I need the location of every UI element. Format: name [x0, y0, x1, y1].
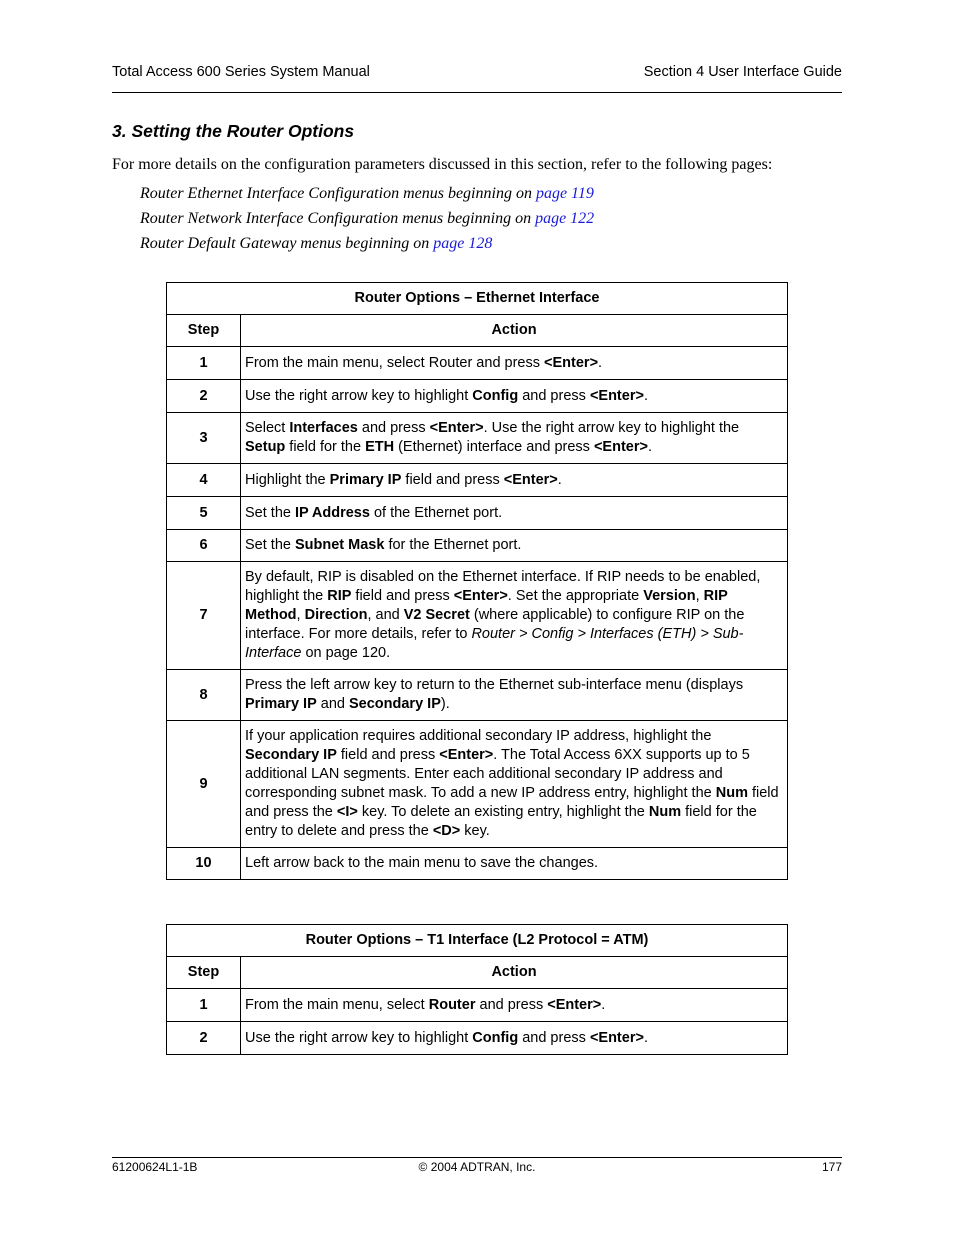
step-column-header: Step — [167, 315, 241, 347]
reference-link[interactable]: page 119 — [535, 185, 594, 202]
reference-line — [140, 210, 594, 228]
table-row — [167, 530, 788, 562]
table-row — [167, 670, 788, 721]
reference-line — [140, 235, 492, 253]
section-title: 3. Setting the Router Options — [112, 121, 355, 141]
step-action: From the main menu, select Router and press <Enter>. — [241, 989, 788, 1022]
table-row — [167, 497, 788, 530]
table-row — [167, 347, 788, 380]
table-title: Router Options – Ethernet Interface — [167, 283, 788, 315]
table-title-row — [167, 283, 788, 315]
header-rule — [112, 92, 842, 93]
step-number: 2 — [167, 380, 241, 413]
step-action: By default, RIP is disabled on the Ethernet interface. If RIP needs to be enabled, highlight the RIP field and press <Enter>. Set the appropriate Version, RIP Method, Direction, and V2 Secret (where applicable) to configure RIP on the interface. For more details, refer to Router > Config > Interfaces (ETH) > Sub-Interface on page 120. — [241, 562, 788, 670]
reference-text: Router Ethernet Interface Configuration menus beginning on — [140, 185, 536, 202]
footer-rule — [112, 1157, 842, 1158]
table-title: Router Options – T1 Interface (L2 Protocol = ATM) — [167, 925, 788, 957]
reference-line — [140, 185, 594, 203]
step-number: 3 — [167, 413, 241, 464]
table-row — [167, 464, 788, 497]
reference-link[interactable]: page 122 — [535, 210, 595, 227]
table-row — [167, 989, 788, 1022]
step-number: 4 — [167, 464, 241, 497]
t1-procedure-table — [166, 924, 788, 1055]
step-action: From the main menu, select Router and press <Enter>. — [241, 347, 788, 380]
footer-copyright: © 2004 ADTRAN, Inc. — [418, 1160, 536, 1174]
step-column-header: Step — [167, 957, 241, 989]
intro-paragraph: For more details on the configuration parameters discussed in this section, refer to the following pages: — [112, 156, 773, 173]
step-action: Use the right arrow key to highlight Config and press <Enter>. — [241, 1022, 788, 1055]
table-row — [167, 1022, 788, 1055]
step-number: 8 — [167, 670, 241, 721]
table-row — [167, 380, 788, 413]
step-action: Press the left arrow key to return to the Ethernet sub-interface menu (displays Primary IP and Secondary IP). — [241, 670, 788, 721]
step-number: 1 — [167, 989, 241, 1022]
step-action: Set the Subnet Mask for the Ethernet port. — [241, 530, 788, 562]
footer-doc-number: 61200624L1-1B — [112, 1160, 198, 1174]
header-manual-title: Total Access 600 Series System Manual — [112, 64, 370, 80]
step-number: 7 — [167, 562, 241, 670]
step-number: 1 — [167, 347, 241, 380]
table-row — [167, 721, 788, 848]
step-number: 6 — [167, 530, 241, 562]
footer-page-number: 177 — [821, 1160, 842, 1174]
step-action: Select Interfaces and press <Enter>. Use the right arrow key to highlight the Setup field for the ETH (Ethernet) interface and press <Enter>. — [241, 413, 788, 464]
step-action: Use the right arrow key to highlight Config and press <Enter>. — [241, 380, 788, 413]
step-number: 10 — [167, 848, 241, 880]
step-action: Left arrow back to the main menu to save the changes. — [241, 848, 788, 880]
table-row — [167, 562, 788, 670]
reference-text: Router Network Interface Configuration menus beginning on — [140, 210, 536, 227]
table-row — [167, 848, 788, 880]
reference-text: Router Default Gateway menus beginning on — [140, 235, 434, 252]
table-header-row — [167, 957, 788, 989]
step-action: Set the IP Address of the Ethernet port. — [241, 497, 788, 530]
step-action: Highlight the Primary IP field and press <Enter>. — [241, 464, 788, 497]
table-header-row — [167, 315, 788, 347]
table-row — [167, 413, 788, 464]
action-column-header: Action — [241, 957, 788, 989]
ethernet-procedure-table — [166, 282, 788, 880]
step-number: 9 — [167, 721, 241, 848]
step-number: 2 — [167, 1022, 241, 1055]
action-column-header: Action — [241, 315, 788, 347]
step-action: If your application requires additional secondary IP address, highlight the Secondary IP field and press <Enter>. The Total Access 6XX supports up to 5 additional LAN segments. Enter each additional secondary IP address and corresponding subnet mask. To add a new IP address entry, highlight the Num field and press the <I> key. To delete an existing entry, highlight the Num field for the entry to delete and press the <D> key. — [241, 721, 788, 848]
step-number: 5 — [167, 497, 241, 530]
table-title-row — [167, 925, 788, 957]
header-section: Section 4 User Interface Guide — [643, 64, 842, 80]
reference-link[interactable]: page 128 — [433, 235, 493, 252]
